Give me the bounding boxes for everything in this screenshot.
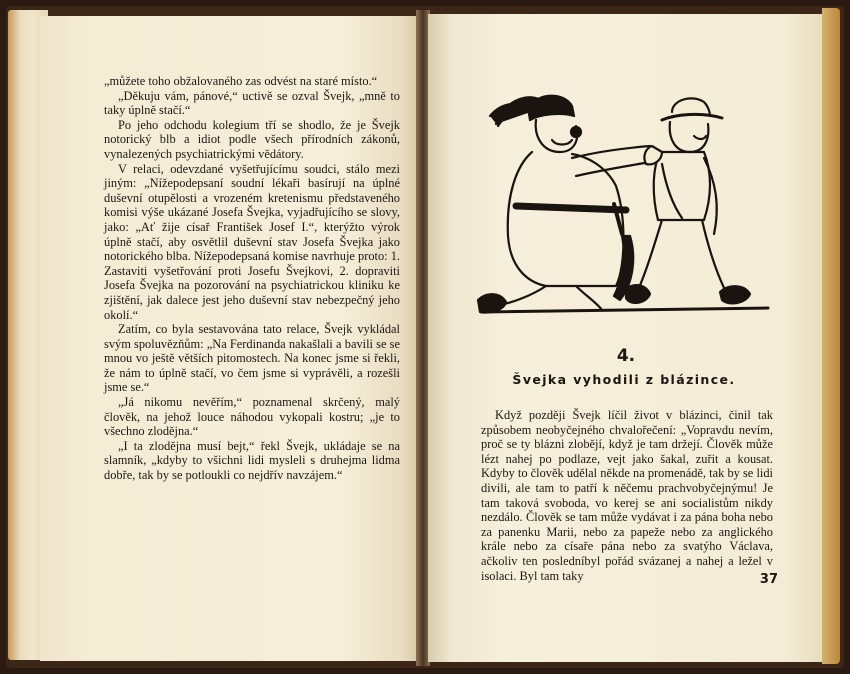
chapter-title: Švejka vyhodili z blázince.	[512, 372, 736, 387]
page-number: 37	[759, 572, 778, 587]
right-page-text	[481, 408, 773, 583]
paragraph: „Děkuju vám, pánové,“ uctivě se ozval Švejk, „mně to taky úplně stačí.“	[104, 88, 400, 118]
svejk-led-away-illustration	[476, 86, 774, 324]
paragraph: „Já nikomu nevěřím,“ poznamenal skrčený, malý člověk, na jehož louce náhodou vykopali kostru; „je to všechno zlodějna.“	[104, 395, 400, 439]
chapter-number: 4.	[616, 346, 636, 366]
paragraph: Když později Švejk líčil život v blázinci, činil tak způsobem neobyčejného chvalořečení: „Vopravdu nevím, proč se ty blázni zlobějí, když je tam držejí. Člověk může lézt nahej po podlaze, vejt jako šakal, zuřit a kousat. Kdyby to člověk udělal někde na promenádě, tak by se lidi divili, ale tam to patří k něčemu prachvobyčejnýmu! Je tam taková svoboda, vo kerej se ani socialistům nikdy nezdálo. Člověk se tam může vydávat i za pána boha nebo za panenku Marii, nebo za papeže nebo za anglického krále nebo za císaře pána nebo za svatýho Václava, ačkoliv ten posledníbyl pořád svázanej a nahej a ležel v isolaci. Byl tam taky	[481, 408, 773, 583]
paragraph: V relaci, odevzdané vyšetřujícímu soudci, stálo mezi jiným: „Nížepodepsaní soudní lékaři basírují na úplné duševní otupělosti a vrozeném kretenismu představeného komisi výše ukázané Josefa Švejka, vyjadřujícího se slovy, jako: „Ať žije císař František Josef I.“, kterýžto výrok úplně stačí, aby osvětlil duševní stav Josefa Švejka jako notorického blba. Nížepodepsaná komise navrhuje proto: 1. Zastaviti vyšetřování proti Josefu Švejkovi, 2. dopraviti Josefa Švejka na pozorování na psychiatrickou kliniku ke zjištění, jak dalece jest jeho duševní stav nebezpečný jeho okolí.“	[104, 161, 400, 322]
paragraph: Zatím, co byla sestavována tato relace, Švejk vykládal svým spoluvězňům: „Na Ferdinanda nakašlali a bavili se se mnou vo ještě větších pitomostech. Na konec jsme si řekli, že nám to úplně stačí, vo čem jsme si vyprávěli, a rozešli jsme se.“	[104, 322, 400, 395]
paragraph: „I ta zlodějna musí bejt,“ řekl Švejk, ukládaje se na slamník, „kdyby to všichni lidi mysleli s druhejma lidma dobře, tak by se potloukli co nejdřív navzájem.“	[104, 438, 400, 483]
left-page-text	[104, 74, 400, 483]
paragraph: „můžete toho obžalovaného zas odvést na staré místo.“	[104, 74, 378, 88]
paragraph: Po jeho odchodu kolegium tří se shodlo, že je Švejk notorický blb a idiot podle všech přírodních zákonů, vynalezených psychiatrickými vědátory.	[104, 117, 400, 161]
book-cover-edge-right	[822, 8, 840, 664]
